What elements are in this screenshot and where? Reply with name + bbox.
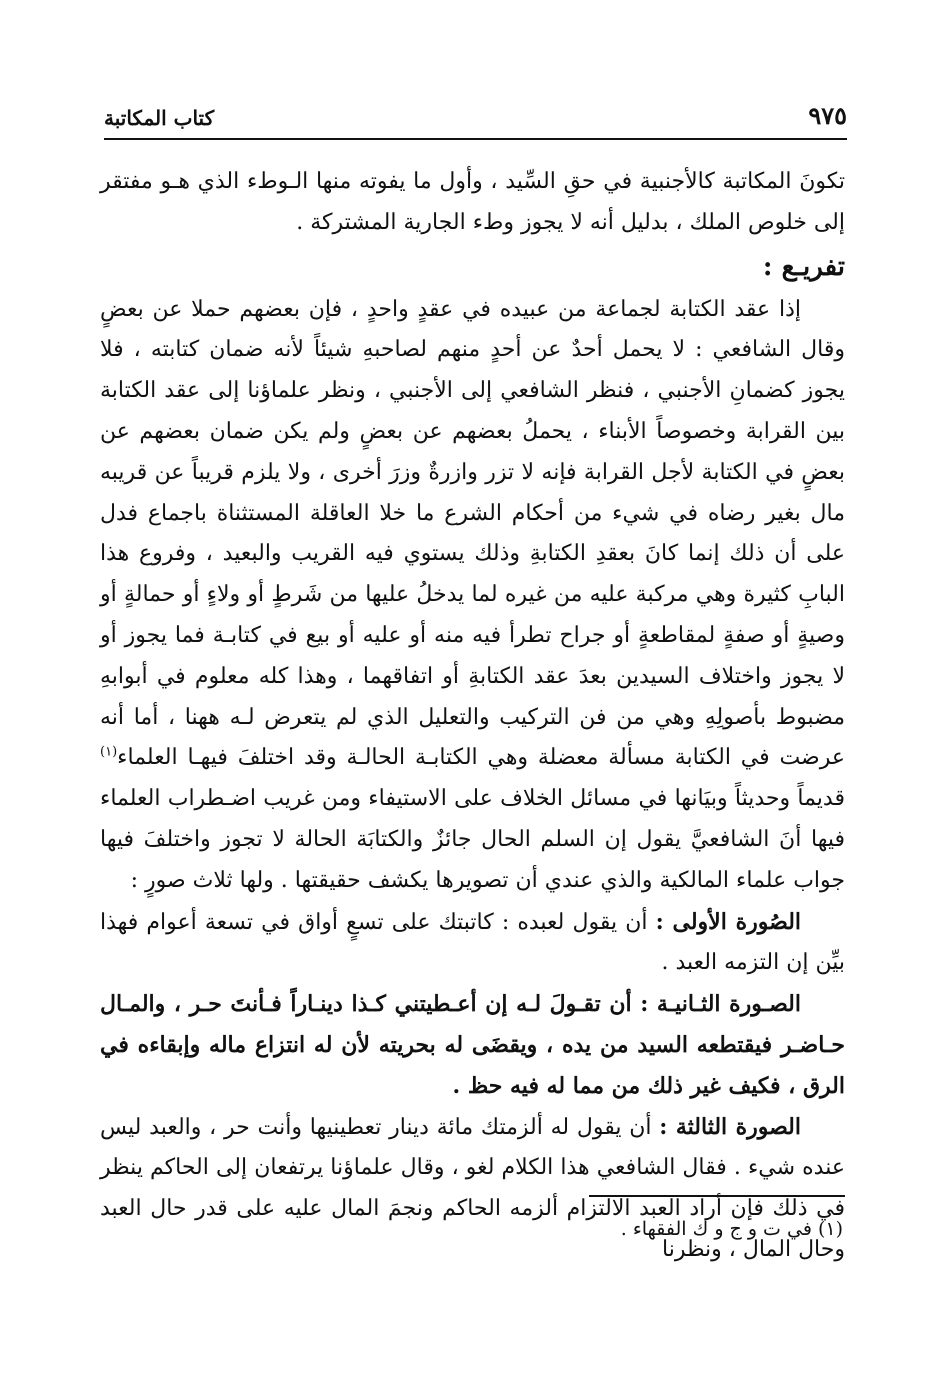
form-one	[100, 902, 845, 985]
form-two: الصـورة الثـانيـة : أن تقـولَ لـه إن أعـطيتني كـذا دينـاراً فـأنتَ حـر ، والمـال حـاضـر فيقتطعه السيد من يده ، ويقضَى له بحريته لأن له انتزاع ماله وإبقاءه في الرق ، فكيف غير ذلك من مما له فيه حظ .	[100, 991, 845, 1099]
paragraph-2-text: إذا عقد الكتابة لجماعة من عبيده في عقدٍ واحدٍ ، فإن بعضهم حملا عن بعضٍ وقال الشافعي : لا يحمل أحدٌ عن أحدٍ منهم لصاحبهِ شيئاً لأنه ضمان كتابته ، فلا يجوز كضمانِ الأجنبي ، فنظر الشافعي إلى الأجنبي ، ونظر علماؤنا إلى عقد الكتابة بين القرابة وخصوصاً الأبناء ، يحملُ بعضهم عن بعضٍ ولم يكن ضمان بعضهم عن بعضٍ في الكتابة لأجل القرابة فإنه لا تزر وازرةٌ وزرَ أخرى ، ولا يلزم قريباً عن قريبه مال بغير رضاه في شيء من أحكام الشرع ما خلا العاقلة المستثناة باجماع فدل على أن ذلك إنما كانَ بعقدِ الكتابةِ وذلك يستوي فيه القريب والبعيد ، وفروع هذا البابِ كثيرة وهي مركبة عليه من غيره لما يدخلُ عليها من شَرطٍ أو ولاءٍ أو حمالةٍ أو وصيةٍ أو صفةٍ لمقاطعةٍ أو جراح تطرأ فيه منه أو عليه أو بيع في كتابـة فما يجوز أو لا يجوز واختلاف السيدين بعدَ عقد الكتابةِ أو اتفاقهما ، وهذا كله معلوم في أبوابهِ مضبوط بأصولِهِ وهي من فن التركيب والتعليل الذي لم يتعرض لـه ههنا ، أما أنه عرضت في الكتابة مسألة معضلة وهي الكتابـة الحالـة وقد اختلفَ فيهـا العلماء	[100, 296, 846, 771]
page-header	[104, 100, 847, 140]
page-number: ٩٧٥	[808, 101, 847, 130]
form-three-text: أن يقول له ألزمتك مائة دينار تعطينيها وأنت حر ، والعبد ليس عنده شيء . فقال الشافعي هذا الكلام لغو ، وقال علماؤنا يرتفعان إلى الحاكم ينظر في ذلك فإن أراد العبد الالتزام ألزمه الحاكم ونجمَ المال عليه على قدر حال العبد وحال المال ، ونظرنا	[100, 1114, 845, 1262]
footnote: (١) في ت و ج و ك الفقهاء .	[620, 1218, 843, 1240]
paragraph-2-tail: قديماً وحديثاً وبيَانها في مسائل الخلاف على الاستيفاء ومن غريب اضـطراب العلماء فيها أنَ الشافعيَّ يقول إن السلم الحال جائزٌ والكتابَة الحالة لا تجوز واختلفَ فيها جواب علماء المالكية والذي عندي أن تصويرها يكشف حقيقتها . ولها ثلاث صورٍ :	[100, 786, 845, 893]
running-title: كتاب المكاتبة	[104, 106, 215, 130]
paragraph-2	[100, 290, 845, 902]
form-one-label: الصُورة الأولى :	[655, 908, 802, 935]
footnote-reference: (١)	[100, 745, 118, 761]
section-heading: تفريـع :	[762, 251, 845, 282]
form-three	[100, 1107, 845, 1271]
form-one-text: أن يقول لعبده : كاتبتك على تسعٍ أواق في تسعة أعوام فهذا بيِّن إن التزمه العبد .	[100, 909, 845, 976]
main-text	[100, 162, 845, 1271]
footnote-separator	[589, 1195, 845, 1197]
form-three-label: الصورة الثالثة :	[659, 1113, 801, 1140]
paragraph-1: تكونَ المكاتبة كالأجنبية في حقِ السِّيد ، وأول ما يفوته منها الـوطء الذي هـو مفتقر إلى خلوص الملك ، بدليل أنه لا يجوز وطء الجارية المشتركة .	[100, 169, 845, 235]
